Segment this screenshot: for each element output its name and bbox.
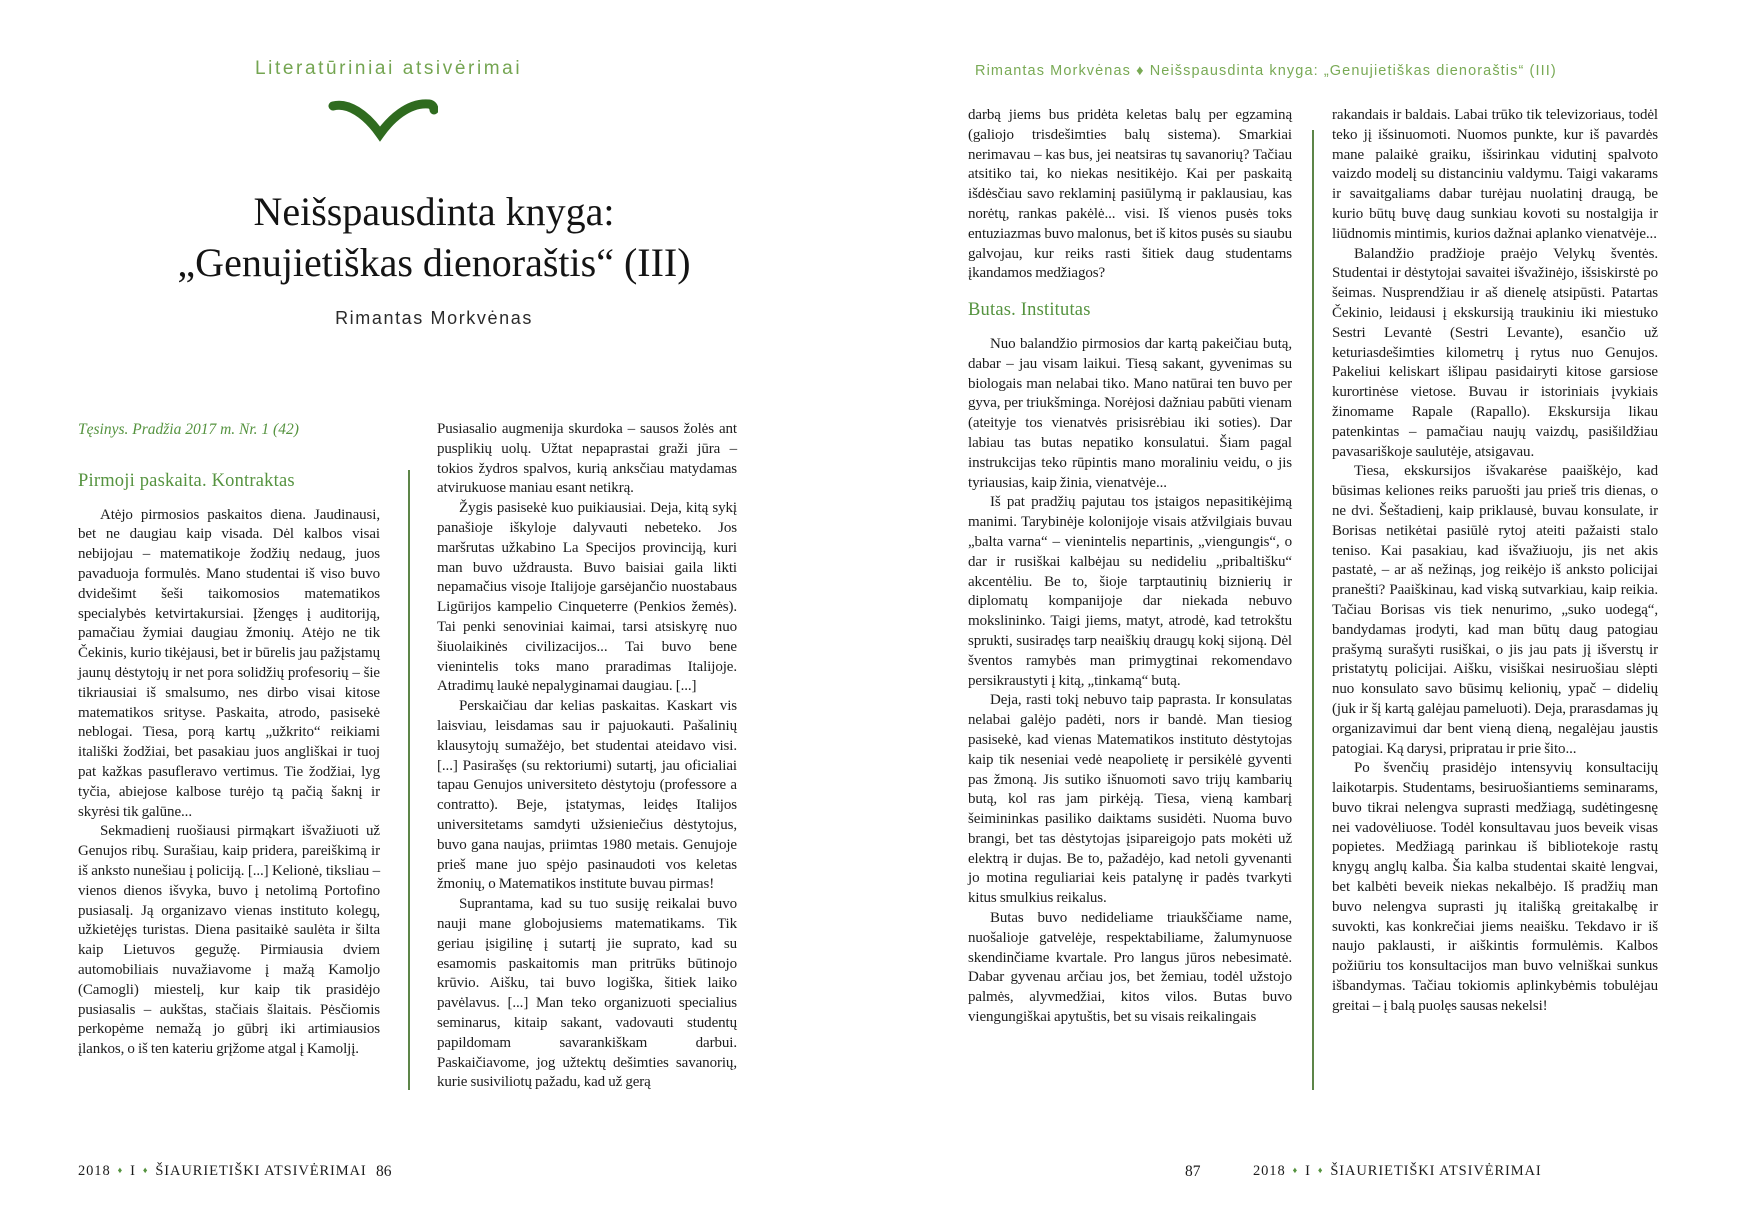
- paragraph: Pusiasalio augmenija skurdoka – sausos žolės ant pusplikių uolų. Užtat nepaprastai graži jūra – tokios žydros spalvos, kurią anksčiau matydamas atvirukuose maniau esant netikrą.: [437, 421, 737, 497]
- paragraph: Žygis pasisekė kuo puikiausiai. Deja, kitą sykį panašioje iškyloje dalyvauti nebeteko. Jos maršrutas užkabino La Specijos provinciją, kuri man buvo uždrausta. Buvo baisiai gaila likti nepamačius visoje Italijoje garsėjančio nuostabaus Ligūrijos kampelio Cinqueterre (Penkios žemės). Tai penki senoviniai kaimai, tarsi atsiskyrę nuo šiuolaikinės civilizacijos... Tai buvo bene vienintelis toks mano praradimas Italijoje. Atradimų laukė nepalyginamai daugiau. [...]: [437, 500, 737, 695]
- column-divider-rule-left: [408, 470, 410, 1090]
- column-4: [1332, 106, 1658, 1017]
- article-title-line2: „Genujietiškas dienoraštis“ (III): [177, 240, 691, 285]
- footer-journal-name: ŠIAURIETIŠKI ATSIVĖRIMAI: [1330, 1163, 1542, 1179]
- section-heading-butas: Butas. Institutas: [968, 300, 1091, 321]
- paragraph: rakandais ir baldais. Labai trūko tik televizoriaus, todėl teko jį išsinuomoti. Nuomos punkte, kur iš pavardės mane palaikė graiku, išsirinkau vidutinį spalvoto vaizdo modelį su distanciniu valdymu. Taigi vakarams ir savaitgaliams dabar turėjau nuolatinį draugą, be kurio būtų buvę daug sunkiau kovoti su nostalgija ir liūdnomis mintimis, kurios dažnai aplanko vienatvėje...: [1332, 107, 1658, 242]
- running-head-left: Literatūriniai atsivėrimai: [255, 58, 523, 79]
- article-title-line1: Neišspausdinta knyga:: [253, 189, 615, 234]
- footer-separator-icon: ♦: [142, 1165, 149, 1175]
- paragraph: darbą jiems bus pridėta keletas balų per egzaminą (galiojo trisdešimties balų sistema). Smarkiai nerimavau – kas bus, jei neatsiras tų savanorių? Tačiau atsitiko tai, ko niekas nesitikėjo. Kai per paskaitą išdėsčiau savo reklaminį pasiūlymą ir paklausiau, kas norėtų, rankas pakėlė... visi. Iš vienos pusės toks entuziazmas buvo malonus, bet iš kitos pusės su siaubu galvojau, kur reiks rasti šitiek daug studentams įkandamos medžiagos?: [968, 107, 1292, 282]
- paragraph: Tiesa, ekskursijos išvakarėse paaiškėjo, kad būsimas keliones reiks paruošti jau prieš tris dienas, o ne dvi. Šeštadienį, kaip priklausė, buvau konsulate, ir Borisas netikėtai pasiūlė rytoj ateiti pažaisti stalo teniso. Kai pasakiau, kad išvažiuoju, jis net akis pastatė, – ar aš nežinąs, jog reikėjo iš anksto policijai pranešti? Paaiškinau, kad viską sutvarkiau, kaip reikia. Tačiau Borisas vis tiek nenurimo, „suko uodegą“, bandydamas įrodyti, kad man būtų daug patogiau prašymą surašyti rusiškai, o jis jau pats jį išverstų ir pristatytų policijai. Aišku, visiškai nesiruošiau slėpti nuo konsulato savo būsimų kelionių, ypač – didelių (juk ir šį kartą galėjau pameluoti). Deja, prarasdamas jų organizavimui dar bent vieną dieną, negalėjau jaustis patogiai. Ką darysi, pripratau ir prie šito...: [1332, 463, 1658, 757]
- footer-journal-name: ŠIAURIETIŠKI ATSIVĖRIMAI: [155, 1163, 367, 1179]
- column-divider-rule-right: [1312, 130, 1314, 1090]
- footer-issue: I: [130, 1163, 136, 1179]
- paragraph: Atėjo pirmosios paskaitos diena. Jaudinausi, bet ne daugiau kaip visada. Dėl kalbos visai nebijojau – matematikoje žodžių nedaug, juos pavaduoja formulės. Mano studentai iš viso buvo dvidešimt šeši taikomosios matematikos specialybės ketvirtakursiai. Įžengęs į auditoriją, pamačiau žymiai daugiau žmonių. Atėjo ne tik Čekinis, kurio tikėjausi, bet ir būrelis jau pažįstamų jaunų dėstytojų ir net pora solidžių profesorių – šie tikriausiai iš smalsumo, nes dirbo visai kitose matematikos srityse. Paskaita, atrodo, pasisekė neblogai. Tiesa, porą kartų „užkrito“ reikiami itališki žodžiai, bet pasakiau juos angliškai ir tuoj pat kažkas pasufleravo vertimus. Tie žodžiai, lyg tyčia, abiejose kalbose turėjo tą pačią šaknį ir skyrėsi tik galūne...: [78, 506, 380, 820]
- paragraph: Sekmadienį ruošiausi pirmąkart išvažiuoti už Genujos ribų. Surašiau, kaip pridera, pareiškimą ir iš anksto nunešiau į policiją. [...] Kelionė, tiksliau – vienos dienos išvyka, buvo į netolimą Portofino pusiasalį. Ją organizavo vienas instituto kolegų, užkietėjęs turistas. Diena pasitaikė saulėta ir šilta kaip Lietuvos gegužę. Pirmiausia dviem automobiliais nuvažiavome į mažą Kamoljo (Camogli) miestelį, kur kaip tik prasidėjo pusiasalis – aukštas, stačiais šlaitais. Pėsčiomis perkopėme nemažą jo gūbrį iki artimiausios įlankos, o iš ten kateriu grįžome atgal į Kamoljį.: [78, 823, 380, 1058]
- paragraph: Suprantama, kad su tuo susiję reikalai buvo nauji mane globojusiems matematikams. Tik geriau įsigilinę į sutartį jie suprato, kad su esamomis paskaitomis man pritrūks būtinojo krūvio. Aišku, tai buvo logiška, šitiek laiko pavėlavus. [...] Man teko organizuoti specialius seminarus, kitaip sakant, vadovauti studentų papildomam savarankiškam darbui. Paskaičiavome, jog užtektų dešimties savanorių, kurie susiviliotų pažadu, kad už gerą: [437, 896, 737, 1091]
- article-author: Rimantas Morkvėnas: [335, 308, 533, 328]
- running-head-right: Rimantas Morkvėnas ♦ Neišspausdinta knyga: „Genujietiškas dienoraštis“ (III): [975, 63, 1557, 79]
- paragraph: Iš pat pradžių pajutau tos įstaigos nepasitikėjimą manimi. Tarybinėje kolonijoje visais atžvilgiais buvau „balta varna“ – vienintelis nepartinis, „viengungis“, o dar ir rusiškai kalbėjau su nedideliu „pribaltišku“ akcentėliu. Be to, šioje tarptautinių biznierių ir diplomatų kompanijoje dar niekada nebuvo mokslininko. Taigi jiems, matyt, atrodė, kad tetrokštu sprukti, susiradęs tarp neaiškių draugų kokį sijoną. Dėl šventos ramybės man primygtinai rekomendavo persikraustyti į kitą, „tinkamą“ butą.: [968, 494, 1292, 689]
- bird-ornament-icon: [328, 94, 438, 146]
- paragraph: Po švenčių prasidėjo intensyvių konsultacijų laikotarpis. Studentams, besiruošiantiems seminarams, buvo tikrai nelengva suprasti medžiagą, sudėtingesnę nei vadovėliuose. Todėl konsultavau juos beveik visas popietes. Medžiagą parinkau iš bibliotekoje rastų knygų anglų kalba. Šia kalba studentai skaitė lengvai, bet kalbėti beveik niekas nekalbėjo. Iš pradžių man buvo nelengva suprasti jų itališką greitakalbę ir suvokti, kas konkrečiai jiems neaišku. Tekdavo ir iš naujo paklausti, ir aiškintis formulėmis. Kalbos požiūriu tos konsultacijos man buvo velniškai sunkus išbandymas. Tačiau tokiomis aplinkybėmis tobulėjau greitai – į balą puolęs sausas nekelsi!: [1332, 760, 1658, 1014]
- footer-separator-icon: ♦: [1317, 1165, 1324, 1175]
- footer-left: [78, 1163, 367, 1180]
- footer-year: 2018: [1253, 1163, 1286, 1179]
- footer-right: [1253, 1163, 1542, 1180]
- column-1: [78, 420, 380, 1060]
- paragraph: Deja, rasti tokį nebuvo taip paprasta. Ir konsulatas nelabai galėjo padėti, nors ir bandė. Man tiesiog pasisekė, kad vienas Matematikos instituto dėstytojas kaip tik neseniai vedė neapolietę ir persikėlė gyventi pas žmoną. Jis sutiko išnuomoti savo trijų kambarių butą, kol ras jam pirkėją. Tiesa, vieną kambarį šeimininkas pasiliko daiktams susidėti. Nuoma buvo brangi, bet tas dėstytojas įsipareigojo pats mokėti už elektrą ir dujas. Be to, pažadėjo, kad netoli gyvenanti jo motina reguliariai keis patalynę ir padės tvarkyti kitus smulkius reikalus.: [968, 692, 1292, 907]
- paragraph: Nuo balandžio pirmosios dar kartą pakeičiau butą, dabar – jau visam laikui. Tiesą sakant, gyvenimas su biologais man nelabai tiko. Mano natūrai ten buvo per gyva, per triukšminga. Norėjosi dažniau pabūti vienam (ateityje tos vienatvės prisisrėbiau iki soties). Dar labiau tas butas nepatiko konsulatui. Šiam pagal instrukcijas teko rūpintis mano moraliniu veidu, o jis tyriausias, kaip žinia, vienatvėje...: [968, 335, 1292, 491]
- paragraph: Perskaičiau dar kelias paskaitas. Kaskart vis laisviau, leisdamas sau ir pajuokauti. Pašalinių klausytojų sumažėjo, bet studentai ateidavo visi. [...] Pasirašęs (su rektoriumi) sutartį, jau oficialiai tapau Genujos universiteto dėstytoju (professore a contratto). Beje, įstatymas, leidęs Italijos universitetams samdyti užsieniečius dėstytojus, buvo gana naujas, priimtas 1980 metais. Genujoje prieš mane juo spėjo pasinaudoti vos keletas žmonių, o Matematikos institute buvau pirmas!: [437, 698, 737, 893]
- footer-year: 2018: [78, 1163, 111, 1179]
- column-3: [968, 106, 1292, 1028]
- article-title: [0, 186, 868, 288]
- footer-issue: I: [1305, 1163, 1311, 1179]
- page-number-right: 87: [1185, 1163, 1201, 1180]
- continuation-note: Tęsinys. Pradžia 2017 m. Nr. 1 (42): [78, 421, 299, 438]
- page-number-left: 86: [376, 1163, 392, 1180]
- paragraph: Balandžio pradžioje praėjo Velykų šventės. Studentai ir dėstytojai savaitei išvažinėjo, išsiskirstė po šeimas. Nusprendžiau ir aš dienelę atsipūsti. Patartas Čekinio, leidausi į ekskursiją traukiniu iki miestuko Sestri Levantė (Sestri Levante), esančio už keturiasdešimties kilometrų į rytus nuo Genujos. Pakeliui keliskart išlipau pasidairyti kitose garsiose kurortinėse vietose. Buvau ir istoriniais įvykiais žinomame Rapale (Rapallo). Ekskursija likau patenkintas – pamačiau naujų vaizdų, pasišildžiau pavasariškoje saulutėje, atsigavau.: [1332, 245, 1658, 460]
- paragraph: Butas buvo nedideliame triaukščiame name, nuošalioje gatvelėje, respektabiliame, žalumynuose skendinčiame kvartale. Pro langus jūros nebesimatė. Dabar gyvenau arčiau jos, bet žemiau, todėl užstojo palmės, alyvmedžiai, kitos vilos. Butas buvo viengungiškai apytuštis, bet su visais reikalingais: [968, 910, 1292, 1026]
- column-2: [437, 420, 737, 1093]
- footer-separator-icon: ♦: [1292, 1165, 1299, 1175]
- footer-separator-icon: ♦: [117, 1165, 124, 1175]
- section-heading-kontraktas: Pirmoji paskaita. Kontraktas: [78, 470, 295, 491]
